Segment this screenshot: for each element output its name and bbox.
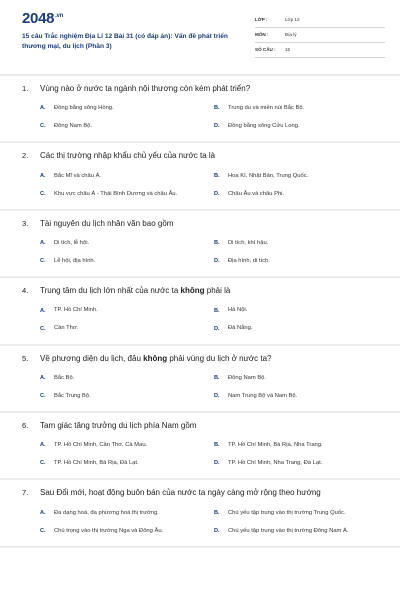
option-text: TP. Hồ Chí Minh. [54,307,98,314]
answer-option[interactable] [214,171,384,181]
question-text-part: Tam giác tăng trưởng du lịch phía Nam gồm [40,420,197,430]
question-text-part: Vùng nào ở nước ta ngành nội thương còn kém phát triển? [40,84,251,93]
option-letter: D. [214,325,220,332]
option-letter: D. [214,392,220,399]
option-letter: A. [40,172,46,179]
answer-option[interactable] [214,391,384,401]
question-block [0,76,400,143]
answer-options [22,306,378,340]
question-text-emphasis: không [143,353,168,363]
question-text-part: Trung tâm du lịch lớn nhất của nước ta [40,286,181,296]
option-letter: A. [40,307,46,314]
answer-option[interactable] [40,121,210,131]
option-text: Đa dạng hoá, đa phương hoá thị trường. [54,509,159,516]
meta-panel [255,14,385,59]
question-text [40,421,378,431]
option-text: Đông Nam Bộ. [228,374,267,381]
option-text: Địa hình, di tích. [228,257,270,264]
option-letter: C. [40,527,46,534]
option-letter: B. [214,442,220,449]
option-letter: B. [214,172,220,179]
option-text: Đông Nam Bộ. [54,123,93,130]
question-text-emphasis: không [180,286,205,296]
answer-option[interactable] [40,458,210,468]
logo-text: 2048 [22,10,55,27]
question-number: 6. [22,420,29,430]
option-text: TP. Hồ Chí Minh, Cần Thơ, Cà Mau. [54,442,148,449]
option-letter: D. [214,258,220,265]
question-text-part: Các thị trường nhập khẩu chủ yếu của nước ta là [40,151,216,161]
question-text-part: Về phương diện du lịch, đâu [40,353,144,363]
option-letter: A. [40,374,46,381]
answer-option[interactable] [40,391,210,401]
option-text: Đà Nẵng. [228,325,253,332]
site-logo[interactable] [22,10,63,27]
option-letter: B. [214,240,220,247]
question-block [0,480,400,547]
meta-row-class [255,14,385,28]
option-text: Châu Âu và châu Phi. [228,190,285,197]
option-letter: C. [40,392,46,399]
answer-option[interactable] [40,256,210,266]
answer-options [22,171,378,205]
answer-option[interactable] [214,458,384,468]
question-text [40,151,378,161]
answer-option[interactable] [214,256,384,266]
option-text: Bắc Trung Bộ. [54,392,91,399]
answer-option[interactable] [40,324,210,334]
option-text: Trung du và miền núi Bắc Bộ. [228,105,305,112]
question-text-part: Sau Đổi mới, hoạt động buôn bán của nước ta ngày càng mở rộng theo hướng [40,488,321,498]
question-block [0,143,400,210]
meta-value: Địa lý [285,32,297,37]
question-number: 4. [22,286,29,296]
option-text: Chú yếu tập trung vào thị trường Đông Nam Á. [228,527,349,534]
option-text: Nam Trung Bộ và Nam Bộ. [228,392,298,399]
option-letter: D. [214,460,220,467]
meta-label: SỐ CÂU : [255,47,276,52]
option-text: TP. Hồ Chí Minh, Nha Trang, Đà Lạt. [228,460,323,467]
answer-option[interactable] [214,324,384,334]
question-header [22,421,378,431]
option-letter: D. [214,527,220,534]
question-block [0,211,400,278]
question-header [22,151,378,161]
option-text: Di tích, khí hậu. [228,239,269,246]
answer-option[interactable] [214,526,384,536]
answer-option[interactable] [214,440,384,450]
question-text [40,219,378,229]
answer-option[interactable] [214,121,384,131]
option-letter: C. [40,258,46,265]
option-text: Đồng bằng sông Hồng. [54,105,114,112]
answer-options [22,238,378,272]
question-number: 2. [22,151,29,161]
option-letter: B. [214,307,220,314]
answer-options [22,373,378,407]
option-text: Khu vực châu Á - Thái Bình Dương và châu Âu. [54,190,178,197]
question-header [22,84,378,94]
option-text: TP. Hồ Chí Minh, Bà Rịa, Nha Trang. [228,442,323,449]
question-text [40,354,378,364]
question-number: 5. [22,353,29,363]
answer-option[interactable] [214,238,384,248]
meta-label: MÔN : [255,32,269,37]
answer-option[interactable] [40,373,210,383]
answer-option[interactable] [40,508,210,518]
answer-option[interactable] [40,171,210,181]
option-letter: A. [40,105,46,112]
answer-option[interactable] [214,373,384,383]
option-letter: B. [214,374,220,381]
question-list [0,76,400,548]
option-letter: B. [214,509,220,516]
answer-option[interactable] [40,526,210,536]
answer-option[interactable] [40,103,210,113]
question-number: 7. [22,488,29,498]
option-text: Đồng bằng sông Cửu Long. [228,123,300,130]
meta-row-count [255,44,385,58]
meta-value: Lớp 12 [285,17,300,22]
option-text: Di tích, lễ hội. [54,239,90,246]
question-text [40,84,378,94]
option-text: Bắc Bộ. [54,374,75,381]
question-text-part: phải vùng du lịch ở nước ta? [167,353,272,363]
logo-suffix: .vn [55,13,63,19]
question-text-part: phải là [204,286,231,296]
question-block [0,413,400,480]
question-text [40,286,378,296]
page-header [0,0,400,70]
question-text [40,488,378,498]
answer-option[interactable] [40,306,210,316]
answer-option[interactable] [214,508,384,518]
option-letter: A. [40,442,46,449]
meta-label: LỚP : [255,17,268,22]
option-letter: B. [214,105,220,112]
answer-option[interactable] [214,189,384,199]
answer-options [22,103,378,137]
option-text: Chú yếu tập trung vào thị trường Trung Quốc. [228,509,346,516]
question-text-part: Tài nguyên du lịch nhân văn bao gồm [40,218,174,228]
meta-value: 15 [285,47,291,52]
question-header [22,286,378,296]
meta-row-subject [255,29,385,43]
question-header [22,219,378,229]
answer-options [22,440,378,474]
answer-option[interactable] [40,238,210,248]
question-header [22,354,378,364]
option-letter: A. [40,509,46,516]
question-header [22,488,378,498]
option-text: Hà Nội. [228,307,248,314]
option-letter: A. [40,240,46,247]
option-letter: D. [214,190,220,197]
option-text: Lễ hội, địa hình. [54,257,96,264]
question-number: 3. [22,218,29,228]
option-letter: C. [40,325,46,332]
option-text: TP. Hồ Chí Minh, Bà Rịa, Đà Lạt. [54,460,139,467]
answer-option[interactable] [214,306,384,316]
question-block [0,346,400,413]
option-text: Cần Thơ. [54,325,79,332]
option-letter: C. [40,190,46,197]
option-letter: C. [40,123,46,130]
option-text: Hoa Kì, Nhật Bản, Trung Quốc. [228,172,309,179]
answer-option[interactable] [214,103,384,113]
option-text: Chú trọng vào thị trường Nga và Đông Âu. [54,527,164,534]
question-number: 1. [22,84,29,93]
option-text: Bắc Mĩ và châu Á. [54,172,102,179]
document-title: 15 câu Trắc nghiệm Địa Lí 12 Bài 31 (có đáp án): Vấn đề phát triển thương mại, du lịch (Phần 3) [22,33,228,50]
option-letter: D. [214,123,220,130]
question-block [0,278,400,345]
answer-option[interactable] [40,440,210,450]
answer-option[interactable] [40,189,210,199]
option-letter: C. [40,460,46,467]
answer-options [22,508,378,542]
